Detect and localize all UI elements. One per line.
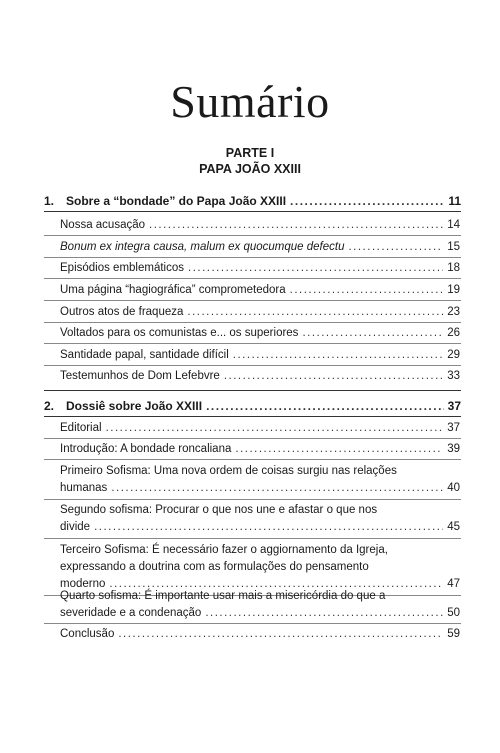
entry-title: Bonum ex integra causa, malum ex quocumque defectu	[60, 241, 345, 253]
entry-title: Introdução: A bondade roncaliana	[60, 443, 232, 455]
divider	[44, 390, 461, 391]
page-number: 37	[447, 422, 460, 434]
page-title: Sumário	[170, 76, 330, 127]
dot-leader	[348, 239, 443, 256]
dot-leader	[235, 441, 443, 458]
dot-leader	[206, 398, 444, 415]
toc-entry	[60, 420, 460, 437]
section-2-heading	[44, 398, 461, 415]
toc-entry	[60, 304, 460, 321]
toc-entry	[60, 325, 460, 342]
entry-title: humanas	[60, 482, 108, 494]
page-number: 59	[447, 628, 460, 640]
entry-title-line: Primeiro Sofisma: Uma nova ordem de coisas surgiu nas relações	[60, 465, 397, 477]
section-title: Sobre a “bondade” do Papa João XXIII	[66, 194, 287, 208]
entry-title: severidade e a condenação	[60, 607, 202, 619]
dot-leader	[111, 480, 443, 497]
dot-leader	[205, 605, 443, 622]
entry-title: Santidade papal, santidade difícil	[60, 349, 229, 361]
toc-entry	[60, 260, 460, 277]
dot-leader	[290, 193, 444, 210]
entry-title: Editorial	[60, 422, 102, 434]
page-number: 33	[447, 370, 460, 382]
toc-entry	[60, 626, 460, 643]
page-number: 40	[447, 482, 460, 494]
entry-title-line: expressando a doutrina com as formulações do pensamento	[60, 561, 369, 573]
toc-entry	[60, 588, 460, 622]
toc-entry	[60, 282, 460, 299]
divider	[44, 538, 461, 539]
divider	[44, 322, 461, 323]
page-number: 26	[447, 327, 460, 339]
entry-title: divide	[60, 521, 91, 533]
divider	[44, 438, 461, 439]
dot-leader	[302, 325, 443, 342]
page-number: 14	[447, 219, 460, 231]
dot-leader	[188, 260, 443, 277]
section-number: 2.	[44, 399, 55, 413]
divider	[44, 300, 461, 301]
page-number: 18	[447, 262, 460, 274]
toc-entry	[60, 542, 460, 593]
entry-title-line: Terceiro Sofisma: É necessário fazer o aggiornamento da Igreja,	[60, 544, 388, 556]
entry-title: moderno	[60, 578, 106, 590]
dot-leader	[149, 217, 443, 234]
toc-entry	[60, 368, 460, 385]
page-number: 29	[447, 349, 460, 361]
entry-title: Testemunhos de Dom Lefebvre	[60, 370, 220, 382]
divider	[44, 365, 461, 366]
section-number: 1.	[44, 194, 55, 208]
dot-leader	[187, 304, 443, 321]
dot-leader	[290, 282, 444, 299]
toc-entry	[60, 347, 460, 364]
divider	[44, 278, 461, 279]
divider	[44, 623, 461, 624]
toc-entry	[60, 502, 460, 536]
entry-title: Conclusão	[60, 628, 115, 640]
dot-leader	[224, 368, 443, 385]
entry-title: Uma página “hagiográfica” comprometedora	[60, 284, 286, 296]
divider	[44, 459, 461, 460]
page-number: 39	[447, 443, 460, 455]
page-number: 50	[447, 607, 460, 619]
page-number: 15	[447, 241, 460, 253]
toc-entry	[60, 217, 460, 234]
dot-leader	[106, 420, 444, 437]
part-label: PARTE I	[225, 146, 275, 160]
page-number: 23	[447, 306, 460, 318]
divider	[44, 257, 461, 258]
section-1-heading	[44, 193, 461, 210]
divider	[44, 416, 461, 417]
dot-leader	[118, 626, 443, 643]
toc-entry	[60, 441, 460, 458]
page-number: 11	[448, 194, 461, 208]
page-number: 37	[447, 399, 461, 413]
entry-title: Nossa acusação	[60, 219, 146, 231]
entry-title: Outros atos de fraqueza	[60, 306, 184, 318]
part-subtitle: PAPA JOÃO XXIII	[199, 162, 301, 176]
dot-leader	[233, 347, 443, 364]
section-title: Dossiê sobre João XXIII	[66, 399, 203, 413]
divider	[44, 235, 461, 236]
toc-entry	[60, 239, 460, 256]
entry-title-line: Quarto sofisma: É importante usar mais a misericórdia do que a	[60, 590, 386, 602]
entry-title: Episódios emblemáticos	[60, 262, 185, 274]
divider	[44, 499, 461, 500]
toc-entry	[60, 463, 460, 497]
entry-title: Voltados para os comunistas e... os superiores	[60, 327, 299, 339]
divider	[44, 211, 461, 212]
page-number: 45	[447, 521, 460, 533]
page-number: 47	[447, 578, 460, 590]
dot-leader	[94, 519, 443, 536]
entry-title-line: Segundo sofisma: Procurar o que nos une e afastar o que nos	[60, 504, 378, 516]
page-number: 19	[447, 284, 460, 296]
divider	[44, 343, 461, 344]
